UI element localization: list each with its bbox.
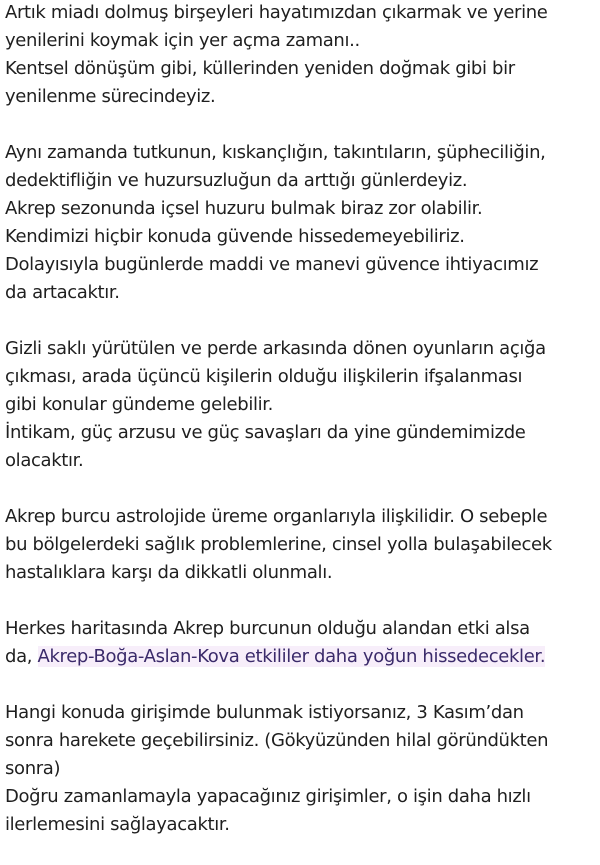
text-line: Hangi konuda girişimde bulunmak istiyorsanız, 3 Kasım’dan [5, 702, 524, 723]
text-line: hastalıklara karşı da dikkatli olunmalı. [5, 562, 333, 583]
paragraph-timing [5, 699, 597, 839]
text-line: Akrep burcu astrolojide üreme organlarıyla ilişkilidir. O sebeple [5, 506, 548, 527]
paragraph-passion [5, 139, 597, 307]
paragraph-health [5, 503, 597, 587]
paragraph-renewal [5, 0, 597, 111]
text-line: yenilerini koymak için yer açma zamanı.. [5, 30, 360, 51]
text-line: Akrep sezonunda içsel huzuru bulmak biraz zor olabilir. [5, 198, 483, 219]
text-line: dedektifliğin ve huzursuzluğun da arttığı günlerdeyiz. [5, 170, 468, 191]
text-line: Gizli saklı yürütülen ve perde arkasında dönen oyunların açığa [5, 338, 546, 359]
text-line: Artık miadı dolmuş birşeyleri hayatımızdan çıkarmak ve yerine [5, 2, 548, 23]
text-line: gibi konular gündeme gelebilir. [5, 394, 274, 415]
paragraph-secrets [5, 335, 597, 475]
post-body [5, 0, 597, 839]
text-fragment: da, [5, 646, 38, 667]
text-line: Herkes haritasında Akrep burcunun olduğu alandan etki alsa [5, 618, 530, 639]
text-line: yenilenme sürecindeyiz. [5, 86, 216, 107]
text-line: bu bölgelerdeki sağlık problemlerine, cinsel yolla bulaşabilecek [5, 534, 552, 555]
text-line: sonra harekete geçebilirsiniz. (Gökyüzünden hilal göründükten [5, 730, 549, 751]
text-line: sonra) [5, 758, 61, 779]
text-line: Kendimizi hiçbir konuda güvende hissedemeyebiliriz. [5, 226, 465, 247]
text-line: Kentsel dönüşüm gibi, küllerinden yeniden doğmak gibi bir [5, 58, 515, 79]
text-line [5, 643, 597, 671]
highlighted-text: Akrep-Boğa-Aslan-Kova etkililer daha yoğun hissedecekler. [37, 646, 546, 667]
text-line: olacaktır. [5, 450, 84, 471]
text-line: Dolayısıyla bugünlerde maddi ve manevi güvence ihtiyacımız [5, 254, 539, 275]
text-line: Doğru zamanlamayla yapacağınız girişimler, o işin daha hızlı [5, 786, 531, 807]
paragraph-signs [5, 615, 597, 671]
text-line: ilerlemesini sağlayacaktır. [5, 814, 230, 835]
text-line: İntikam, güç arzusu ve güç savaşları da yine gündemimizde [5, 422, 526, 443]
text-line: çıkması, arada üçüncü kişilerin olduğu ilişkilerin ifşalanması [5, 366, 523, 387]
text-line: da artacaktır. [5, 282, 120, 303]
text-line: Aynı zamanda tutkunun, kıskançlığın, takıntıların, şüpheciliğin, [5, 142, 546, 163]
